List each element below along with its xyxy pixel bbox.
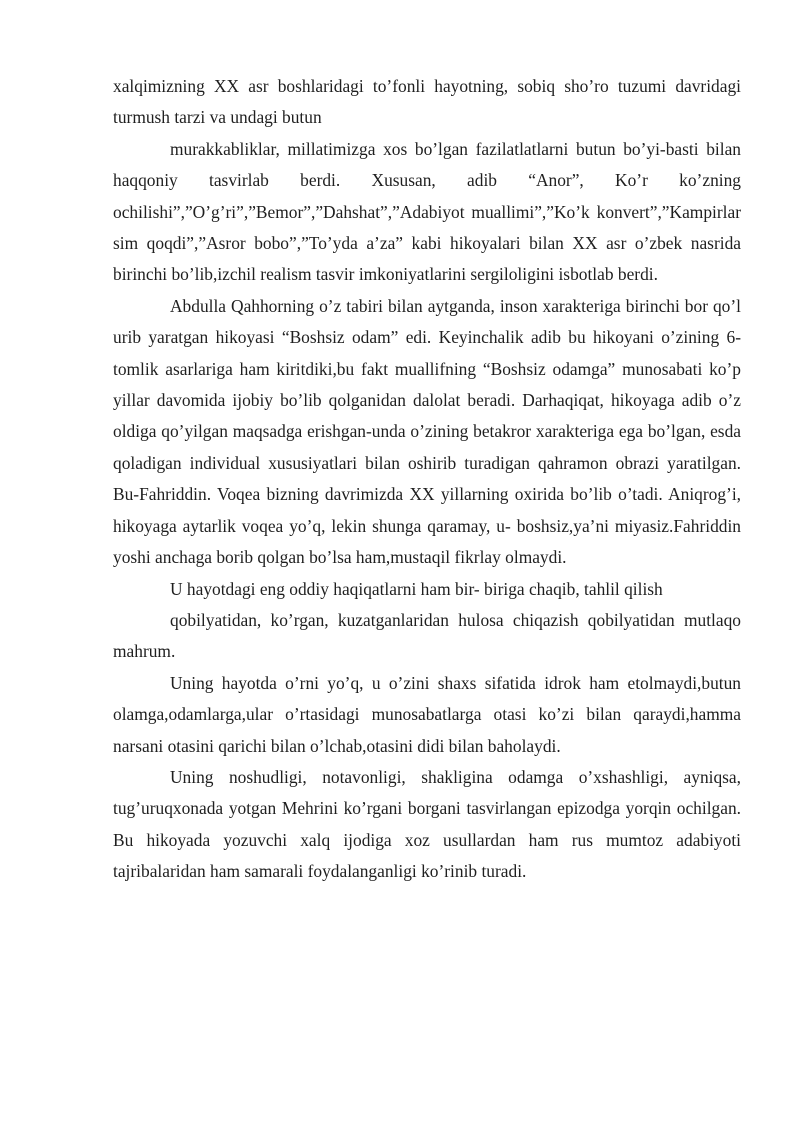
paragraph-2: murakkabliklar, millatimizga xos bo’lgan fazilatlatlarni butun bo’yi-basti bilan haqqoniy tasvirlab berdi. Xususan, adib “Anor”, Ko’r ko’zning ochilishi”,”O’g’ri”,”Bemor”,”Dahshat”,”Adabiyot muallimi”,”Ko’k konvert”,”Kampirlar sim qoqdi”,”Asror bobo”,”To’yda a’za” kabi hikoyalari bilan XX asr o’zbek nasrida birinchi bo’lib,izchil realism tasvir imkoniyatlarini sergiloligini isbotlab berdi. — [113, 138, 741, 285]
paragraph-3: Abdulla Qahhorning o’z tabiri bilan aytganda, inson xarakteriga birinchi bor qo’l urib yaratgan hikoyasi “Boshsiz odam” edi. Keyinchalik adib bu hikoyani o’zining 6-tomlik asarlariga ham kiritdiki,bu fakt muallifning “Boshsiz odamga” munosabati ko’p yillar davomida ijobiy bo’lib qolganidan dalolat beradi. Darhaqiqat, hikoyaga adib o’z oldiga qo’yilgan maqsadga erishgan-unda o’zining betakror xarakteriga ega bo’lgan, esda qoladigan individual xususiyatlari bilan oshirib turadigan qahramon obrazi yaratilgan. Bu-Fahriddin. Voqea bizning davrimizda XX yillarning oxirida bo’lib o’tadi. Aniqrog’i, hikoyaga aytarlik voqea yo’q, lekin shunga qaramay, u- boshsiz,ya’ni miyasiz.Fahriddin yoshi anchaga borib qolgan bo’lsa ham,mustaqil fikrlay olmaydi. — [113, 295, 741, 568]
document-body — [113, 71, 741, 888]
paragraph-1: xalqimizning XX asr boshlaridagi to’fonli hayotning, sobiq sho’ro tuzumi davridagi turmush tarzi va undagi butun — [113, 76, 741, 128]
paragraph-4: U hayotdagi eng oddiy haqiqatlarni ham bir- biriga chaqib, tahlil qilish — [170, 578, 663, 599]
paragraph-6: Uning hayotda o’rni yo’q, u o’zini shaxs sifatida idrok ham etolmaydi,butun olamga,odamlarga,ular o’rtasidagi munosabatlarga otasi ko’zi bilan qaraydi,hamma narsani otasini qarichi bilan o’lchab,otasini didi bilan baholaydi. — [113, 672, 741, 756]
paragraph-7: Uning noshudligi, notavonligi, shakligina odamga o’xshashligi, ayniqsa, tug’uruqxonada yotgan Mehrini ko’rgani borgani tasvirlangan epizodga yorqin ochilgan. Bu hikoyada yozuvchi xalq ijodiga xoz usullardan ham rus mumtoz adabiyoti tajribalaridan ham samarali foydalanganligi ko’rinib turadi. — [113, 766, 741, 882]
paragraph-5: qobilyatidan, ko’rgan, kuzatganlaridan hulosa chiqazish qobilyatidan mutlaqo mahrum. — [113, 609, 741, 662]
